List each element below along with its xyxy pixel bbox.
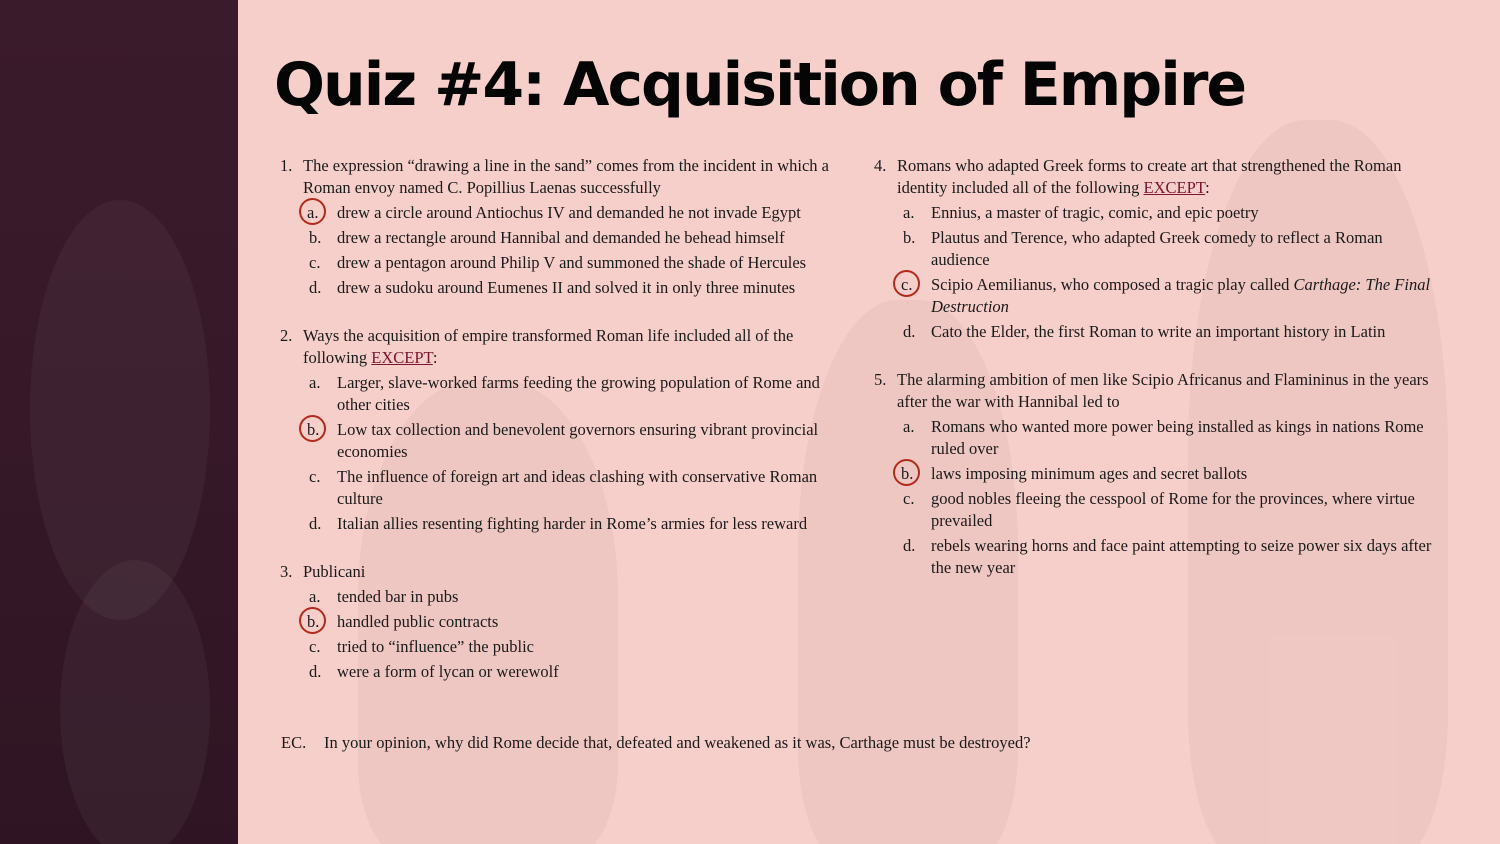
option-b[interactable] xyxy=(874,463,1444,485)
option-text: Italian allies resenting fighting harder in Rome’s armies for less reward xyxy=(337,514,808,533)
option-letter: c. xyxy=(309,253,321,272)
option-letter: d. xyxy=(309,514,322,533)
option-c[interactable] xyxy=(280,636,850,658)
question-3 xyxy=(280,561,850,683)
question-number: 2. xyxy=(280,326,293,345)
question-text-part: : xyxy=(1205,178,1210,197)
option-text: handled public contracts xyxy=(337,612,499,631)
option-c[interactable] xyxy=(874,488,1444,532)
question-number: 3. xyxy=(280,562,293,581)
option-letter: a. xyxy=(309,373,321,392)
option-letter: b. xyxy=(901,464,914,483)
option-d[interactable] xyxy=(874,321,1444,343)
option-text: tended bar in pubs xyxy=(337,587,459,606)
question-2 xyxy=(280,325,850,535)
option-text: drew a circle around Antiochus IV and demanded he not invade Egypt xyxy=(337,203,801,222)
option-text: drew a sudoku around Eumenes II and solved it in only three minutes xyxy=(337,278,796,297)
option-d[interactable] xyxy=(874,535,1444,579)
option-text: drew a rectangle around Hannibal and demanded he behead himself xyxy=(337,228,785,247)
option-text: tried to “influence” the public xyxy=(337,637,535,656)
question-text-part: Ways the acquisition of empire transformed Roman life included all of the following xyxy=(303,326,794,367)
right-column xyxy=(874,155,1444,595)
option-letter: b. xyxy=(903,228,916,247)
option-letter: a. xyxy=(307,203,319,222)
question-number: 4. xyxy=(874,156,887,175)
option-list xyxy=(280,372,850,535)
option-letter: b. xyxy=(307,612,320,631)
question-text xyxy=(303,325,850,369)
option-letter: b. xyxy=(307,420,320,439)
option-c[interactable] xyxy=(280,466,850,510)
extra-credit-label: EC. xyxy=(281,733,307,752)
option-text: rebels wearing horns and face paint attempting to seize power six days after the new year xyxy=(931,536,1432,577)
option-text: The influence of foreign art and ideas clashing with conservative Roman culture xyxy=(337,467,818,508)
question-text: Publicani xyxy=(303,562,366,581)
option-a[interactable] xyxy=(280,202,850,224)
option-b[interactable] xyxy=(874,227,1444,271)
option-text: were a form of lycan or werewolf xyxy=(337,662,559,681)
option-text: good nobles fleeing the cesspool of Rome for the provinces, where virtue prevailed xyxy=(931,489,1415,530)
option-letter: c. xyxy=(309,637,321,656)
option-list xyxy=(874,202,1444,343)
option-c[interactable] xyxy=(280,252,850,274)
option-list xyxy=(874,416,1444,579)
option-text: laws imposing minimum ages and secret ballots xyxy=(931,464,1248,483)
sidebar-panel xyxy=(0,0,238,844)
option-c[interactable] xyxy=(874,274,1444,318)
option-b[interactable] xyxy=(280,611,850,633)
option-letter: a. xyxy=(903,417,915,436)
question-1 xyxy=(280,155,850,299)
option-d[interactable] xyxy=(280,661,850,683)
option-d[interactable] xyxy=(280,513,850,535)
option-text: Low tax collection and benevolent governors ensuring vibrant provincial economies xyxy=(337,420,819,461)
play-title: Carthage: The Final Destruction xyxy=(931,275,1431,316)
option-list xyxy=(280,202,850,299)
statue-silhouette xyxy=(60,560,210,844)
option-letter: c. xyxy=(901,275,913,294)
option-letter: b. xyxy=(309,228,322,247)
option-a[interactable] xyxy=(874,416,1444,460)
option-a[interactable] xyxy=(280,586,850,608)
question-text xyxy=(897,155,1444,199)
option-text: Romans who wanted more power being installed as kings in nations Rome ruled over xyxy=(931,417,1424,458)
except-link[interactable]: EXCEPT xyxy=(1143,178,1206,197)
question-text-part: : xyxy=(432,348,438,367)
option-text: Cato the Elder, the first Roman to write an important history in Latin xyxy=(931,322,1386,341)
except-link[interactable]: EXCEPT xyxy=(371,348,433,367)
option-letter: a. xyxy=(903,203,915,222)
option-letter: d. xyxy=(903,322,916,341)
statue-silhouette xyxy=(30,200,210,620)
option-letter: c. xyxy=(309,467,321,486)
extra-credit xyxy=(281,732,1031,754)
option-a[interactable] xyxy=(280,372,850,416)
extra-credit-text: In your opinion, why did Rome decide that, defeated and weakened as it was, Carthage must be destroyed? xyxy=(324,733,1031,752)
option-letter: d. xyxy=(309,662,322,681)
option-text xyxy=(931,274,1444,318)
option-letter: c. xyxy=(903,489,915,508)
question-5 xyxy=(874,369,1444,579)
option-b[interactable] xyxy=(280,227,850,249)
page-title: Quiz #4: Acquisition of Empire xyxy=(274,50,1246,120)
option-text: Larger, slave-worked farms feeding the growing population of Rome and other cities xyxy=(337,373,820,414)
question-text: The alarming ambition of men like Scipio Africanus and Flamininus in the years after the war with Hannibal led to xyxy=(897,370,1429,411)
option-text: drew a pentagon around Philip V and summoned the shade of Hercules xyxy=(337,253,807,272)
option-a[interactable] xyxy=(874,202,1444,224)
question-number: 1. xyxy=(280,156,293,175)
question-text: The expression “drawing a line in the sand” comes from the incident in which a Roman envoy named C. Popillius Laenas successfully xyxy=(303,156,830,197)
option-letter: d. xyxy=(903,536,916,555)
option-b[interactable] xyxy=(280,419,850,463)
option-text: Plautus and Terence, who adapted Greek comedy to reflect a Roman audience xyxy=(931,228,1383,269)
option-d[interactable] xyxy=(280,277,850,299)
question-4 xyxy=(874,155,1444,343)
option-letter: a. xyxy=(309,587,321,606)
question-number: 5. xyxy=(874,370,887,389)
option-letter: d. xyxy=(309,278,322,297)
option-text: Ennius, a master of tragic, comic, and epic poetry xyxy=(931,203,1259,222)
left-column xyxy=(280,155,850,699)
option-text-part: Scipio Aemilianus, who composed a tragic play called xyxy=(931,275,1294,294)
question-text-part: Romans who adapted Greek forms to create art that strengthened the Roman identity included all of the following xyxy=(897,156,1402,197)
option-list xyxy=(280,586,850,683)
